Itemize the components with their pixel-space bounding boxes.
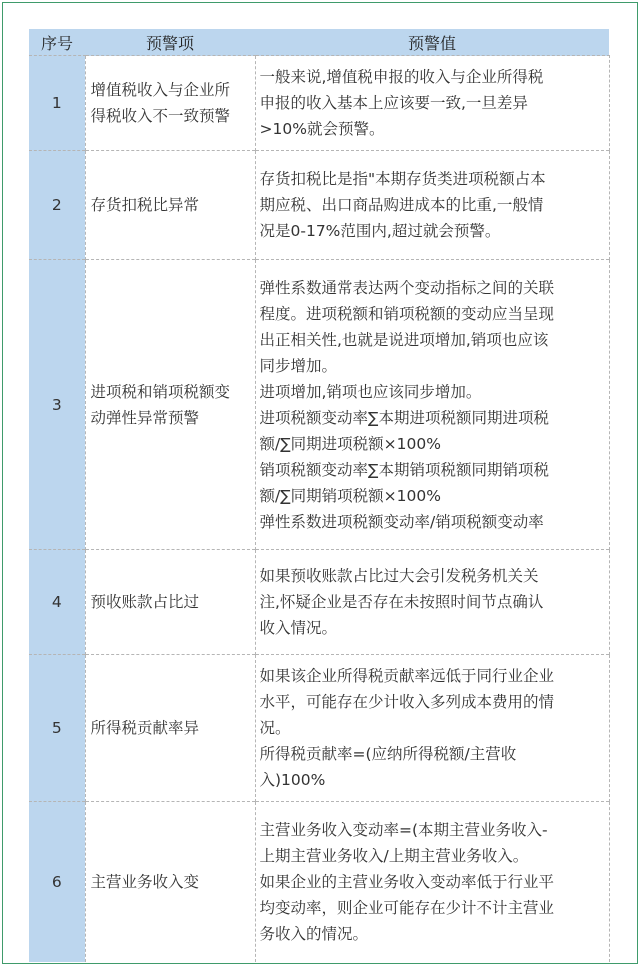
item-line: 所得税贡献率异 (90, 719, 200, 737)
item-line: 得税收入不一致预警 (90, 107, 231, 125)
warning-value (255, 802, 609, 962)
row-number: 2 (29, 151, 85, 260)
item-line: 主营业务收入变 (90, 872, 200, 891)
value-line: 一般来说,增值税申报的收入与企业所得税 (259, 68, 544, 86)
row-number: 3 (29, 260, 85, 550)
value-line: 务收入的情况。 (259, 924, 369, 943)
value-line: 申报的收入基本上应该要一致,一旦差异 (259, 94, 528, 112)
value-line: 如果预收账款占比过大会引发税务机关关 (259, 567, 539, 585)
value-line: 存货扣税比是指"本期存货类进项税额占本 (259, 170, 546, 188)
value-line: 额/∑同期销项税额×100% (259, 486, 441, 505)
value-line: 程度。进项税额和销项税额的变动应当呈现 (259, 304, 555, 323)
header-item: 预警项 (85, 29, 255, 56)
value-line: 注,怀疑企业是否存在未按照时间节点确认 (259, 593, 544, 611)
item-line: 动弹性异常预警 (90, 408, 200, 427)
value-line: 水平，可能存在少计收入多列成本费用的情 (259, 693, 555, 711)
warning-value (255, 56, 609, 151)
table-row (29, 802, 609, 962)
header-value: 预警值 (255, 29, 609, 56)
value-line: 收入情况。 (259, 619, 338, 637)
value-line: 同步增加。 (259, 356, 338, 375)
table-header-row (29, 29, 609, 56)
item-line: 预收账款占比过 (90, 593, 200, 611)
value-line: 况是0-17%范围内,超过就会预警。 (259, 222, 501, 240)
warning-value (255, 260, 609, 550)
warning-item (85, 655, 255, 802)
value-line: 期应税、出口商品购进成本的比重,一般情 (259, 196, 544, 214)
value-line: 况。 (259, 719, 291, 737)
warning-item (85, 550, 255, 655)
warning-value (255, 151, 609, 260)
table-row (29, 260, 609, 550)
value-line: 上期主营业务收入/上期主营业务收入。 (259, 846, 529, 865)
warning-item (85, 802, 255, 962)
value-line: >10%就会预警。 (259, 120, 385, 138)
item-line: 存货扣税比异常 (90, 196, 200, 214)
warning-item (85, 56, 255, 151)
header-no: 序号 (29, 29, 85, 56)
value-line: 入)100% (259, 771, 326, 789)
table-row (29, 655, 609, 802)
warning-value (255, 655, 609, 802)
row-number: 4 (29, 550, 85, 655)
value-line: 进项税额变动率∑本期进项税额同期进项税 (259, 408, 549, 427)
value-line: 弹性系数通常表达两个变动指标之间的关联 (259, 278, 555, 297)
value-line: 额/∑同期进项税额×100% (259, 434, 441, 453)
table-row (29, 56, 609, 151)
item-line: 增值税收入与企业所 (90, 81, 231, 99)
warning-value (255, 550, 609, 655)
value-line: 所得税贡献率=(应纳所得税额/主营收 (259, 745, 517, 763)
value-line: 如果企业的主营业务收入变动率低于行业平 (259, 872, 555, 891)
value-line: 进项增加,销项也应该同步增加。 (259, 382, 482, 401)
row-number: 6 (29, 802, 85, 962)
value-line: 主营业务收入变动率=(本期主营业务收入- (259, 820, 548, 839)
item-line: 进项税和销项税额变 (90, 382, 231, 401)
table-row (29, 550, 609, 655)
value-line: 出正相关性,也就是说进项增加,销项也应该 (259, 330, 549, 349)
warning-item (85, 151, 255, 260)
row-number: 1 (29, 56, 85, 151)
tax-warning-table (29, 29, 610, 962)
value-line: 销项税额变动率∑本期销项税额同期销项税 (259, 460, 549, 479)
row-number: 5 (29, 655, 85, 802)
value-line: 均变动率，则企业可能存在少计不计主营业 (259, 898, 555, 917)
value-line: 弹性系数进项税额变动率/销项税额变动率 (259, 512, 544, 531)
table-row (29, 151, 609, 260)
warning-item (85, 260, 255, 550)
value-line: 如果该企业所得税贡献率远低于同行业企业 (259, 667, 555, 685)
